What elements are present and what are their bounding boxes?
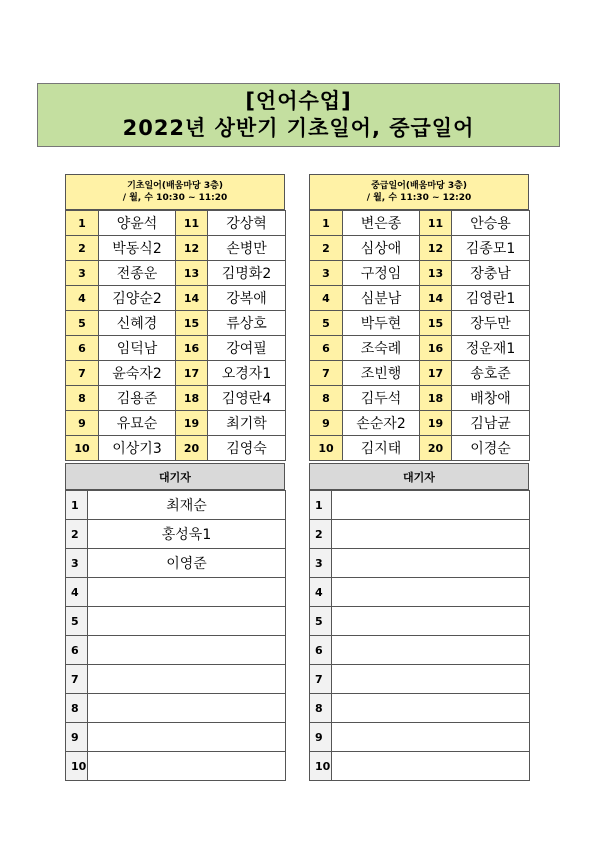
seat-number: 16 [176,336,208,361]
seat-number: 16 [420,336,452,361]
waiting-number: 5 [66,607,88,636]
waiting-list-header: 대기자 [65,463,285,490]
student-name: 강복애 [208,286,286,311]
student-name: 구정임 [343,261,420,286]
class-panel-intermediate [309,174,529,781]
waiting-name [332,549,530,578]
roster-row [310,336,530,361]
roster-row [66,211,286,236]
seat-number: 13 [176,261,208,286]
seat-number: 15 [420,311,452,336]
seat-number: 10 [66,436,99,461]
roster-row [66,311,286,336]
seat-number: 14 [420,286,452,311]
seat-number: 13 [420,261,452,286]
page-title-banner [37,83,560,147]
student-name: 임덕남 [99,336,176,361]
roster-row [310,286,530,311]
class-name: 기초일어(배움마당 3층) [127,181,223,191]
roster-row [66,261,286,286]
student-name: 김용준 [99,386,176,411]
roster-row [66,436,286,461]
roster-row [310,261,530,286]
seat-number: 9 [66,411,99,436]
student-name: 배창애 [452,386,530,411]
seat-number: 3 [310,261,343,286]
seat-number: 12 [420,236,452,261]
student-name: 김영란4 [208,386,286,411]
seat-number: 17 [420,361,452,386]
class-schedule: / 월, 수 10:30 ~ 11:20 [122,193,228,203]
student-name: 이상기3 [99,436,176,461]
waiting-number: 10 [66,752,88,781]
waiting-name [332,578,530,607]
waiting-name [88,665,286,694]
seat-number: 18 [420,386,452,411]
class-name: 중급일어(배움마당 3층) [371,181,467,191]
waiting-row [310,636,530,665]
waiting-row [66,520,286,549]
seat-number: 1 [310,211,343,236]
student-name: 강상혁 [208,211,286,236]
roster-row [310,411,530,436]
seat-number: 2 [66,236,99,261]
seat-number: 3 [66,261,99,286]
student-name: 장충남 [452,261,530,286]
waiting-number: 6 [310,636,332,665]
student-name: 윤숙자2 [99,361,176,386]
student-name: 전종운 [99,261,176,286]
waiting-name: 최재순 [88,491,286,520]
roster-row [66,336,286,361]
student-name: 김영란1 [452,286,530,311]
seat-number: 20 [176,436,208,461]
waiting-number: 1 [66,491,88,520]
seat-number: 20 [420,436,452,461]
student-name: 박두현 [343,311,420,336]
roster-row [310,236,530,261]
seat-number: 7 [66,361,99,386]
student-name: 강여필 [208,336,286,361]
student-name: 정운재1 [452,336,530,361]
seat-number: 18 [176,386,208,411]
waiting-row [310,491,530,520]
waiting-number: 2 [66,520,88,549]
waiting-row [310,549,530,578]
seat-number: 5 [310,311,343,336]
roster-row [66,386,286,411]
waiting-number: 7 [66,665,88,694]
waiting-name [332,752,530,781]
waiting-name [88,723,286,752]
student-name: 양윤석 [99,211,176,236]
seat-number: 11 [420,211,452,236]
seat-number: 12 [176,236,208,261]
waiting-list-table [65,490,286,781]
seat-number: 4 [66,286,99,311]
seat-number: 14 [176,286,208,311]
waiting-number: 3 [66,549,88,578]
student-name: 오경자1 [208,361,286,386]
waiting-name: 이영준 [88,549,286,578]
student-name: 유묘순 [99,411,176,436]
seat-number: 6 [310,336,343,361]
seat-number: 9 [310,411,343,436]
waiting-number: 2 [310,520,332,549]
roster-table [65,210,286,461]
student-name: 김명화2 [208,261,286,286]
student-name: 조숙례 [343,336,420,361]
student-name: 송호준 [452,361,530,386]
waiting-name [88,694,286,723]
student-name: 심상애 [343,236,420,261]
student-name: 장두만 [452,311,530,336]
waiting-number: 9 [310,723,332,752]
seat-number: 4 [310,286,343,311]
waiting-row [66,578,286,607]
waiting-row [66,491,286,520]
waiting-number: 3 [310,549,332,578]
student-name: 신혜경 [99,311,176,336]
seat-number: 5 [66,311,99,336]
waiting-number: 8 [66,694,88,723]
page-title-category: [언어수업] [245,89,352,113]
roster-row [310,311,530,336]
seat-number: 19 [176,411,208,436]
seat-number: 6 [66,336,99,361]
waiting-row [66,636,286,665]
student-name: 손병만 [208,236,286,261]
waiting-name [88,752,286,781]
waiting-list-header: 대기자 [309,463,529,490]
roster-row [310,361,530,386]
student-name: 최기학 [208,411,286,436]
waiting-number: 9 [66,723,88,752]
waiting-row [66,607,286,636]
waiting-row [66,723,286,752]
waiting-row [310,694,530,723]
waiting-name: 홍성욱1 [88,520,286,549]
student-name: 김영숙 [208,436,286,461]
student-name: 심분남 [343,286,420,311]
waiting-name [332,694,530,723]
student-name: 김양순2 [99,286,176,311]
class-header [309,174,529,210]
waiting-name [332,665,530,694]
roster-row [310,211,530,236]
waiting-name [88,636,286,665]
student-name: 김종모1 [452,236,530,261]
waiting-row [66,549,286,578]
student-name: 이경순 [452,436,530,461]
seat-number: 10 [310,436,343,461]
waiting-number: 4 [66,578,88,607]
student-name: 손순자2 [343,411,420,436]
seat-number: 19 [420,411,452,436]
page-title: 2022년 상반기 기초일어, 중급일어 [122,116,475,140]
seat-number: 8 [66,386,99,411]
waiting-row [310,752,530,781]
roster-row [66,361,286,386]
roster-row [310,436,530,461]
student-name: 김지태 [343,436,420,461]
waiting-number: 1 [310,491,332,520]
waiting-row [66,752,286,781]
seat-number: 7 [310,361,343,386]
waiting-row [310,607,530,636]
roster-row [66,286,286,311]
roster-table [309,210,530,461]
waiting-number: 8 [310,694,332,723]
student-name: 김남균 [452,411,530,436]
student-name: 변은종 [343,211,420,236]
student-name: 김두석 [343,386,420,411]
seat-number: 2 [310,236,343,261]
class-schedule: / 월, 수 11:30 ~ 12:20 [366,193,472,203]
waiting-row [310,520,530,549]
waiting-name [332,607,530,636]
waiting-number: 10 [310,752,332,781]
seat-number: 15 [176,311,208,336]
roster-row [66,236,286,261]
seat-number: 17 [176,361,208,386]
student-name: 안승용 [452,211,530,236]
waiting-row [310,578,530,607]
waiting-name [332,520,530,549]
waiting-row [310,665,530,694]
class-header [65,174,285,210]
roster-row [66,411,286,436]
waiting-number: 5 [310,607,332,636]
seat-number: 8 [310,386,343,411]
waiting-row [310,723,530,752]
waiting-number: 4 [310,578,332,607]
waiting-row [66,694,286,723]
waiting-row [66,665,286,694]
waiting-name [88,578,286,607]
student-name: 박동식2 [99,236,176,261]
waiting-name [332,723,530,752]
class-panel-basic [65,174,285,781]
roster-row [310,386,530,411]
waiting-name [88,607,286,636]
seat-number: 1 [66,211,99,236]
seat-number: 11 [176,211,208,236]
waiting-list-table [309,490,530,781]
waiting-name [332,491,530,520]
student-name: 류상호 [208,311,286,336]
waiting-number: 6 [66,636,88,665]
waiting-name [332,636,530,665]
waiting-number: 7 [310,665,332,694]
student-name: 조빈행 [343,361,420,386]
